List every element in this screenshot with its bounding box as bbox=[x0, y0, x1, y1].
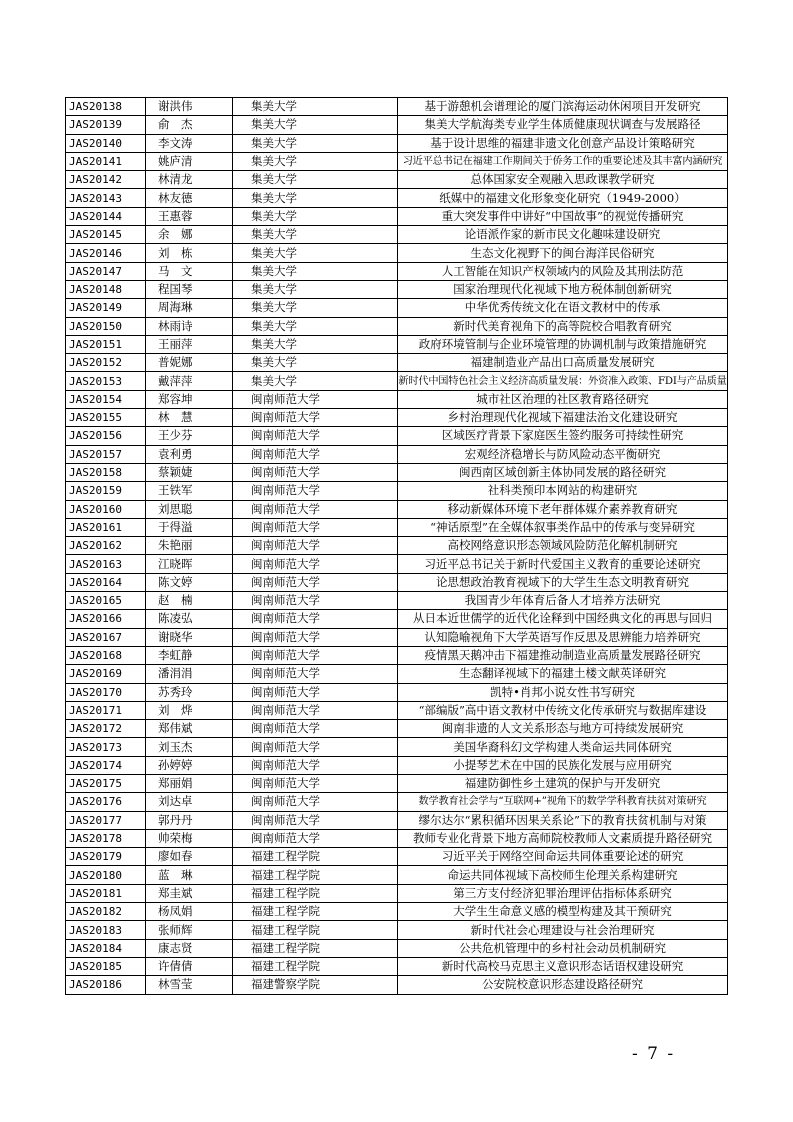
project-title-cell: 习近平总书记关于新时代爱国主义教育的重要论述研究 bbox=[398, 555, 728, 573]
applicant-name-cell: 苏秀玲 bbox=[146, 683, 233, 701]
applicant-name-cell: 林雪莹 bbox=[146, 976, 233, 994]
project-title-cell: 城市社区治理的社区教育路径研究 bbox=[398, 390, 728, 408]
project-id-cell: JAS20177 bbox=[66, 811, 146, 829]
project-id-cell: JAS20179 bbox=[66, 848, 146, 866]
project-id-cell: JAS20155 bbox=[66, 409, 146, 427]
table-row bbox=[66, 646, 728, 664]
project-id-cell: JAS20138 bbox=[66, 98, 146, 116]
project-title-cell: 我国青少年体育后备人才培养方法研究 bbox=[398, 592, 728, 610]
institution-cell: 闽南师范大学 bbox=[233, 482, 398, 500]
project-id-cell: JAS20144 bbox=[66, 207, 146, 225]
applicant-name-cell: 陈文婷 bbox=[146, 573, 233, 591]
applicant-name-cell: 刘 烨 bbox=[146, 701, 233, 719]
applicant-name-cell: 周海琳 bbox=[146, 299, 233, 317]
institution-cell: 闽南师范大学 bbox=[233, 555, 398, 573]
institution-cell: 闽南师范大学 bbox=[233, 518, 398, 536]
project-title-cell: 宏观经济稳增长与防风险动态平衡研究 bbox=[398, 445, 728, 463]
table-row bbox=[66, 134, 728, 152]
project-title-cell: 小提琴艺术在中国的民族化发展与应用研究 bbox=[398, 756, 728, 774]
table-row bbox=[66, 610, 728, 628]
table-row bbox=[66, 903, 728, 921]
applicant-name-cell: 康志贤 bbox=[146, 939, 233, 957]
applicant-name-cell: 谢洪伟 bbox=[146, 98, 233, 116]
project-title-cell: 闽西南区域创新主体协同发展的路径研究 bbox=[398, 463, 728, 481]
project-title-cell: 新时代美育视角下的高等院校合唱教育研究 bbox=[398, 317, 728, 335]
project-id-cell: JAS20143 bbox=[66, 189, 146, 207]
table-row bbox=[66, 701, 728, 719]
project-id-cell: JAS20165 bbox=[66, 592, 146, 610]
applicant-name-cell: 帅荣梅 bbox=[146, 829, 233, 847]
project-title-cell: 乡村治理现代化视域下福建法治文化建设研究 bbox=[398, 409, 728, 427]
institution-cell: 集美大学 bbox=[233, 98, 398, 116]
project-id-cell: JAS20178 bbox=[66, 829, 146, 847]
project-title-cell: 中华优秀传统文化在语文教材中的传承 bbox=[398, 299, 728, 317]
table-row bbox=[66, 116, 728, 134]
project-id-cell: JAS20162 bbox=[66, 537, 146, 555]
applicant-name-cell: 郑容坤 bbox=[146, 390, 233, 408]
applicant-name-cell: 杨凤娟 bbox=[146, 903, 233, 921]
table-row bbox=[66, 409, 728, 427]
institution-cell: 集美大学 bbox=[233, 134, 398, 152]
project-title-cell: 闽南非遗的人文关系形态与地方可持续发展研究 bbox=[398, 720, 728, 738]
applicant-name-cell: 王惠蓉 bbox=[146, 207, 233, 225]
table-row bbox=[66, 628, 728, 646]
institution-cell: 闽南师范大学 bbox=[233, 811, 398, 829]
table-body bbox=[66, 98, 728, 995]
project-id-cell: JAS20142 bbox=[66, 171, 146, 189]
project-id-cell: JAS20149 bbox=[66, 299, 146, 317]
institution-cell: 闽南师范大学 bbox=[233, 445, 398, 463]
project-title-cell: 福建制造业产品出口高质量发展研究 bbox=[398, 354, 728, 372]
project-title-cell: 凯特•肖邦小说女性书写研究 bbox=[398, 683, 728, 701]
institution-cell: 闽南师范大学 bbox=[233, 628, 398, 646]
applicant-name-cell: 谢晓华 bbox=[146, 628, 233, 646]
project-id-cell: JAS20147 bbox=[66, 262, 146, 280]
table-row bbox=[66, 774, 728, 792]
table-row bbox=[66, 482, 728, 500]
institution-cell: 闽南师范大学 bbox=[233, 683, 398, 701]
project-id-cell: JAS20164 bbox=[66, 573, 146, 591]
project-id-cell: JAS20182 bbox=[66, 903, 146, 921]
project-title-cell: 认知隐喻视角下大学英语写作反思及思辨能力培养研究 bbox=[398, 628, 728, 646]
table-row bbox=[66, 226, 728, 244]
applicant-name-cell: 孙婷婷 bbox=[146, 756, 233, 774]
table-row bbox=[66, 866, 728, 884]
applicant-name-cell: 陈凌弘 bbox=[146, 610, 233, 628]
institution-cell: 集美大学 bbox=[233, 317, 398, 335]
institution-cell: 闽南师范大学 bbox=[233, 427, 398, 445]
institution-cell: 集美大学 bbox=[233, 207, 398, 225]
project-title-cell: 疫情黑天鹅冲击下福建推动制造业高质量发展路径研究 bbox=[398, 646, 728, 664]
institution-cell: 集美大学 bbox=[233, 262, 398, 280]
applicant-name-cell: 郑伟斌 bbox=[146, 720, 233, 738]
project-title-cell: 总体国家安全观融入思政课教学研究 bbox=[398, 171, 728, 189]
project-id-cell: JAS20172 bbox=[66, 720, 146, 738]
project-id-cell: JAS20154 bbox=[66, 390, 146, 408]
institution-cell: 闽南师范大学 bbox=[233, 793, 398, 811]
project-title-cell: 论思想政治教育视域下的大学生生态文明教育研究 bbox=[398, 573, 728, 591]
project-id-cell: JAS20183 bbox=[66, 921, 146, 939]
institution-cell: 闽南师范大学 bbox=[233, 701, 398, 719]
institution-cell: 福建工程学院 bbox=[233, 884, 398, 902]
project-id-cell: JAS20168 bbox=[66, 646, 146, 664]
table-row bbox=[66, 976, 728, 994]
institution-cell: 福建工程学院 bbox=[233, 903, 398, 921]
institution-cell: 闽南师范大学 bbox=[233, 500, 398, 518]
table-row bbox=[66, 171, 728, 189]
applicant-name-cell: 李虹静 bbox=[146, 646, 233, 664]
project-title-cell: 生态文化视野下的闽台海洋民俗研究 bbox=[398, 244, 728, 262]
project-id-cell: JAS20175 bbox=[66, 774, 146, 792]
table-row bbox=[66, 152, 728, 170]
institution-cell: 闽南师范大学 bbox=[233, 646, 398, 664]
project-title-cell: 新时代高校马克思主义意识形态话语权建设研究 bbox=[398, 957, 728, 975]
project-title-cell: 新时代社会心理建设与社会治理研究 bbox=[398, 921, 728, 939]
project-id-cell: JAS20167 bbox=[66, 628, 146, 646]
project-title-cell: 习近平关于网络空间命运共同体重要论述的研究 bbox=[398, 848, 728, 866]
project-title-cell: 数学教育社会学与“互联网+”视角下的数学学科教育扶贫对策研究 bbox=[398, 793, 728, 811]
project-title-cell: 大学生生命意义感的模型构建及其干预研究 bbox=[398, 903, 728, 921]
applicant-name-cell: 程国琴 bbox=[146, 280, 233, 298]
applicant-name-cell: 戴萍萍 bbox=[146, 372, 233, 390]
table-row bbox=[66, 848, 728, 866]
table-row bbox=[66, 244, 728, 262]
table-row bbox=[66, 957, 728, 975]
project-title-cell: 人工智能在知识产权领域内的风险及其刑法防范 bbox=[398, 262, 728, 280]
project-id-cell: JAS20171 bbox=[66, 701, 146, 719]
institution-cell: 闽南师范大学 bbox=[233, 720, 398, 738]
table-row bbox=[66, 738, 728, 756]
applicant-name-cell: 李文涛 bbox=[146, 134, 233, 152]
institution-cell: 福建工程学院 bbox=[233, 921, 398, 939]
project-title-cell: 基于游憩机会谱理论的厦门滨海运动休闲项目开发研究 bbox=[398, 98, 728, 116]
institution-cell: 闽南师范大学 bbox=[233, 390, 398, 408]
project-title-cell: 政府环境管制与企业环境管理的协调机制与政策措施研究 bbox=[398, 335, 728, 353]
applicant-name-cell: 廖如春 bbox=[146, 848, 233, 866]
table-row bbox=[66, 445, 728, 463]
page-number: - 7 - bbox=[632, 1044, 676, 1064]
institution-cell: 福建警察学院 bbox=[233, 976, 398, 994]
table-row bbox=[66, 518, 728, 536]
project-id-cell: JAS20158 bbox=[66, 463, 146, 481]
institution-cell: 集美大学 bbox=[233, 244, 398, 262]
table-row bbox=[66, 665, 728, 683]
institution-cell: 闽南师范大学 bbox=[233, 537, 398, 555]
applicant-name-cell: 许倩倩 bbox=[146, 957, 233, 975]
applicant-name-cell: 潘涓涓 bbox=[146, 665, 233, 683]
institution-cell: 闽南师范大学 bbox=[233, 665, 398, 683]
project-id-cell: JAS20173 bbox=[66, 738, 146, 756]
institution-cell: 闽南师范大学 bbox=[233, 573, 398, 591]
institution-cell: 闽南师范大学 bbox=[233, 463, 398, 481]
applicant-name-cell: 刘思聪 bbox=[146, 500, 233, 518]
institution-cell: 集美大学 bbox=[233, 152, 398, 170]
project-id-cell: JAS20156 bbox=[66, 427, 146, 445]
table-row bbox=[66, 189, 728, 207]
project-id-cell: JAS20157 bbox=[66, 445, 146, 463]
applicant-name-cell: 郭丹丹 bbox=[146, 811, 233, 829]
project-title-cell: 缪尔达尔“累积循环因果关系论”下的教育扶贫机制与对策 bbox=[398, 811, 728, 829]
applicant-name-cell: 王铁军 bbox=[146, 482, 233, 500]
table-row bbox=[66, 592, 728, 610]
project-title-cell: 公共危机管理中的乡村社会动员机制研究 bbox=[398, 939, 728, 957]
project-title-cell: 移动新媒体环境下老年群体媒介素养教育研究 bbox=[398, 500, 728, 518]
project-id-cell: JAS20145 bbox=[66, 226, 146, 244]
table-row bbox=[66, 573, 728, 591]
applicant-name-cell: 于得溢 bbox=[146, 518, 233, 536]
project-title-cell: 集美大学航海类专业学生体质健康现状调查与发展路径 bbox=[398, 116, 728, 134]
applicant-name-cell: 赵 楠 bbox=[146, 592, 233, 610]
project-title-cell: 教师专业化背景下地方高师院校教师人文素质提升路径研究 bbox=[398, 829, 728, 847]
applicant-name-cell: 刘玉杰 bbox=[146, 738, 233, 756]
institution-cell: 集美大学 bbox=[233, 189, 398, 207]
institution-cell: 闽南师范大学 bbox=[233, 756, 398, 774]
table-row bbox=[66, 793, 728, 811]
project-id-cell: JAS20181 bbox=[66, 884, 146, 902]
institution-cell: 集美大学 bbox=[233, 335, 398, 353]
applicant-name-cell: 张师辉 bbox=[146, 921, 233, 939]
table-row bbox=[66, 939, 728, 957]
applicant-name-cell: 王丽萍 bbox=[146, 335, 233, 353]
table-row bbox=[66, 98, 728, 116]
institution-cell: 闽南师范大学 bbox=[233, 774, 398, 792]
project-id-cell: JAS20186 bbox=[66, 976, 146, 994]
table-row bbox=[66, 335, 728, 353]
table-row bbox=[66, 811, 728, 829]
institution-cell: 闽南师范大学 bbox=[233, 829, 398, 847]
institution-cell: 闽南师范大学 bbox=[233, 409, 398, 427]
table-row bbox=[66, 756, 728, 774]
project-title-cell: 国家治理现代化视域下地方税体制创新研究 bbox=[398, 280, 728, 298]
applicant-name-cell: 刘 栋 bbox=[146, 244, 233, 262]
project-title-cell: 新时代中国特色社会主义经济高质量发展：外资准入政策、FDI与产品质量 bbox=[398, 372, 728, 390]
institution-cell: 集美大学 bbox=[233, 171, 398, 189]
project-id-cell: JAS20176 bbox=[66, 793, 146, 811]
project-title-cell: 基于设计思维的福建非遗文化创意产品设计策略研究 bbox=[398, 134, 728, 152]
applicant-name-cell: 林雨诗 bbox=[146, 317, 233, 335]
project-id-cell: JAS20139 bbox=[66, 116, 146, 134]
project-id-cell: JAS20159 bbox=[66, 482, 146, 500]
applicant-name-cell: 郑丽娟 bbox=[146, 774, 233, 792]
project-id-cell: JAS20151 bbox=[66, 335, 146, 353]
table-row bbox=[66, 720, 728, 738]
applicant-name-cell: 朱艳丽 bbox=[146, 537, 233, 555]
institution-cell: 闽南师范大学 bbox=[233, 592, 398, 610]
applicant-name-cell: 俞 杰 bbox=[146, 116, 233, 134]
project-id-cell: JAS20166 bbox=[66, 610, 146, 628]
institution-cell: 集美大学 bbox=[233, 226, 398, 244]
applicant-name-cell: 普妮娜 bbox=[146, 354, 233, 372]
table-row bbox=[66, 427, 728, 445]
applicant-name-cell: 林清龙 bbox=[146, 171, 233, 189]
applicant-name-cell: 余 娜 bbox=[146, 226, 233, 244]
institution-cell: 集美大学 bbox=[233, 299, 398, 317]
project-title-cell: 区域医疗背景下家庭医生签约服务可持续性研究 bbox=[398, 427, 728, 445]
project-title-cell: 美国华裔科幻文学构建人类命运共同体研究 bbox=[398, 738, 728, 756]
project-title-cell: 重大突发事件中讲好“中国故事”的视觉传播研究 bbox=[398, 207, 728, 225]
applicant-name-cell: 林友德 bbox=[146, 189, 233, 207]
table-row bbox=[66, 829, 728, 847]
table-row bbox=[66, 207, 728, 225]
project-title-cell: 第三方支付经济犯罪治理评估指标体系研究 bbox=[398, 884, 728, 902]
institution-cell: 福建工程学院 bbox=[233, 866, 398, 884]
project-title-cell: 生态翻译视域下的福建土楼文献英译研究 bbox=[398, 665, 728, 683]
applicant-name-cell: 袁利勇 bbox=[146, 445, 233, 463]
table-row bbox=[66, 317, 728, 335]
institution-cell: 闽南师范大学 bbox=[233, 738, 398, 756]
project-id-cell: JAS20148 bbox=[66, 280, 146, 298]
project-list-table bbox=[65, 97, 728, 995]
project-id-cell: JAS20153 bbox=[66, 372, 146, 390]
project-id-cell: JAS20161 bbox=[66, 518, 146, 536]
project-id-cell: JAS20146 bbox=[66, 244, 146, 262]
applicant-name-cell: 林 慧 bbox=[146, 409, 233, 427]
institution-cell: 福建工程学院 bbox=[233, 939, 398, 957]
project-id-cell: JAS20152 bbox=[66, 354, 146, 372]
institution-cell: 福建工程学院 bbox=[233, 957, 398, 975]
table-row bbox=[66, 884, 728, 902]
table-row bbox=[66, 921, 728, 939]
project-title-cell: “部编版”高中语文教材中传统文化传承研究与数据库建设 bbox=[398, 701, 728, 719]
project-title-cell: 福建防御性乡土建筑的保护与开发研究 bbox=[398, 774, 728, 792]
project-title-cell: “神话原型”在全媒体叙事类作品中的传承与变异研究 bbox=[398, 518, 728, 536]
project-title-cell: 论语派作家的新市民文化趣味建设研究 bbox=[398, 226, 728, 244]
table-row bbox=[66, 537, 728, 555]
institution-cell: 集美大学 bbox=[233, 372, 398, 390]
project-id-cell: JAS20184 bbox=[66, 939, 146, 957]
table-row bbox=[66, 262, 728, 280]
table-row bbox=[66, 354, 728, 372]
institution-cell: 闽南师范大学 bbox=[233, 610, 398, 628]
table-row bbox=[66, 390, 728, 408]
project-title-cell: 纸媒中的福建文化形象变化研究（1949-2000） bbox=[398, 189, 728, 207]
project-id-cell: JAS20140 bbox=[66, 134, 146, 152]
table-row bbox=[66, 372, 728, 390]
project-id-cell: JAS20160 bbox=[66, 500, 146, 518]
applicant-name-cell: 蓝 琳 bbox=[146, 866, 233, 884]
project-id-cell: JAS20163 bbox=[66, 555, 146, 573]
applicant-name-cell: 马 文 bbox=[146, 262, 233, 280]
applicant-name-cell: 江晓晖 bbox=[146, 555, 233, 573]
applicant-name-cell: 刘达卓 bbox=[146, 793, 233, 811]
project-id-cell: JAS20185 bbox=[66, 957, 146, 975]
applicant-name-cell: 姚庐清 bbox=[146, 152, 233, 170]
project-title-cell: 习近平总书记在福建工作期间关于侨务工作的重要论述及其丰富内涵研究 bbox=[398, 152, 728, 170]
applicant-name-cell: 王少芬 bbox=[146, 427, 233, 445]
institution-cell: 集美大学 bbox=[233, 280, 398, 298]
applicant-name-cell: 蔡颖婕 bbox=[146, 463, 233, 481]
institution-cell: 集美大学 bbox=[233, 354, 398, 372]
project-title-cell: 社科类预印本网站的构建研究 bbox=[398, 482, 728, 500]
table-row bbox=[66, 555, 728, 573]
project-title-cell: 高校网络意识形态领域风险防范化解机制研究 bbox=[398, 537, 728, 555]
project-id-cell: JAS20150 bbox=[66, 317, 146, 335]
project-title-cell: 命运共同体视域下高校师生伦理关系构建研究 bbox=[398, 866, 728, 884]
project-title-cell: 公安院校意识形态建设路径研究 bbox=[398, 976, 728, 994]
institution-cell: 集美大学 bbox=[233, 116, 398, 134]
table-row bbox=[66, 280, 728, 298]
project-id-cell: JAS20169 bbox=[66, 665, 146, 683]
project-id-cell: JAS20141 bbox=[66, 152, 146, 170]
table-row bbox=[66, 299, 728, 317]
project-id-cell: JAS20180 bbox=[66, 866, 146, 884]
table-row bbox=[66, 463, 728, 481]
project-id-cell: JAS20174 bbox=[66, 756, 146, 774]
institution-cell: 福建工程学院 bbox=[233, 848, 398, 866]
project-title-cell: 从日本近世儒学的近代化诠释到中国经典文化的再思与回归 bbox=[398, 610, 728, 628]
table-row bbox=[66, 683, 728, 701]
project-id-cell: JAS20170 bbox=[66, 683, 146, 701]
table-row bbox=[66, 500, 728, 518]
applicant-name-cell: 郑圭斌 bbox=[146, 884, 233, 902]
